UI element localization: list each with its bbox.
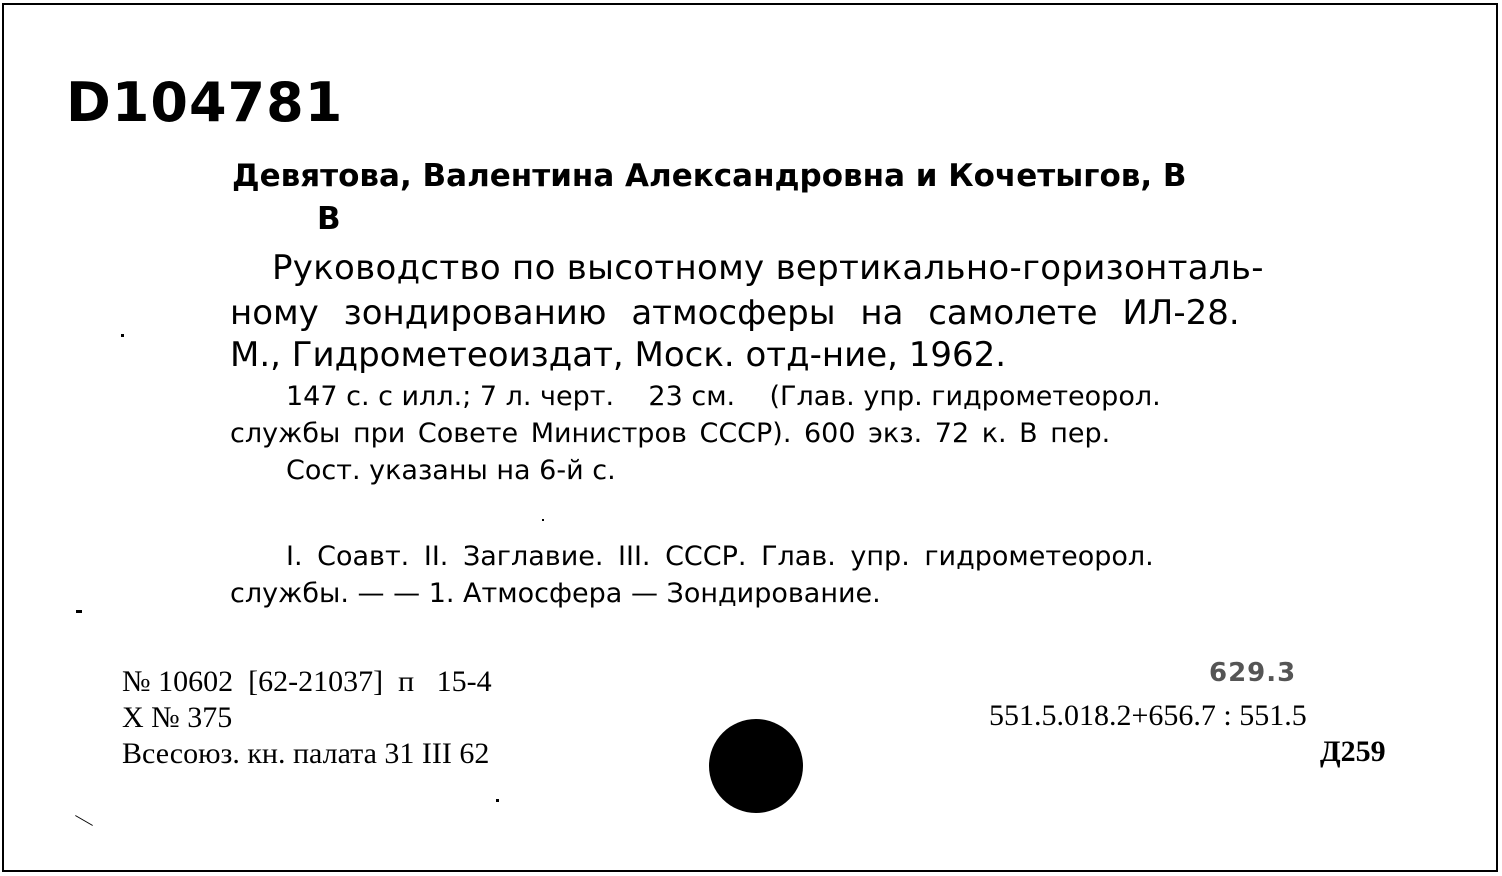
catalog-card (2, 3, 1498, 872)
tracing-line-1: I. Соавт. II. Заглавие. III. СССР. Глав. упр. гидрометеорол. (286, 541, 1154, 572)
speck (76, 610, 82, 613)
collation-line-2: службы при Совете Министров СССР). 600 экз. 72 к. В пер. (230, 418, 1111, 449)
title-line-2: ному зондированию атмосферы на самолете ИЛ-28. (230, 293, 1240, 333)
tracing-line-2: службы. — — 1. Атмосфера — Зондирование. (230, 578, 881, 609)
footer-card-number: № 10602 [62-21037] п 15-4 (122, 665, 492, 698)
author-heading-continued: В (317, 201, 341, 237)
speck (496, 799, 499, 802)
speck (121, 334, 124, 337)
cutter-number: Д259 (1320, 735, 1386, 768)
handwritten-classification: 629.3 (1209, 658, 1297, 688)
speck (542, 519, 544, 521)
collation-line-3: Сост. указаны на 6-й с. (286, 455, 616, 486)
footer-order-number: X № 375 (122, 701, 233, 734)
author-heading: Девятова, Валентина Александровна и Кочетыгов, В (232, 158, 1187, 194)
collation-line-1: 147 с. с илл.; 7 л. черт. 23 см. (Глав. упр. гидрометеорол. (286, 381, 1161, 412)
title-line-1: Руководство по высотному вертикально-горизонталь- (272, 248, 1264, 288)
footer-chamber-date: Всесоюз. кн. палата 31 III 62 (122, 737, 490, 770)
accession-number: D104781 (66, 71, 344, 134)
udc-classification: 551.5.018.2+656.7 : 551.5 (989, 699, 1307, 732)
title-line-3: М., Гидрометеоиздат, Моск. отд-ние, 1962. (230, 335, 1007, 375)
punch-hole (709, 719, 803, 813)
speck (75, 815, 93, 826)
